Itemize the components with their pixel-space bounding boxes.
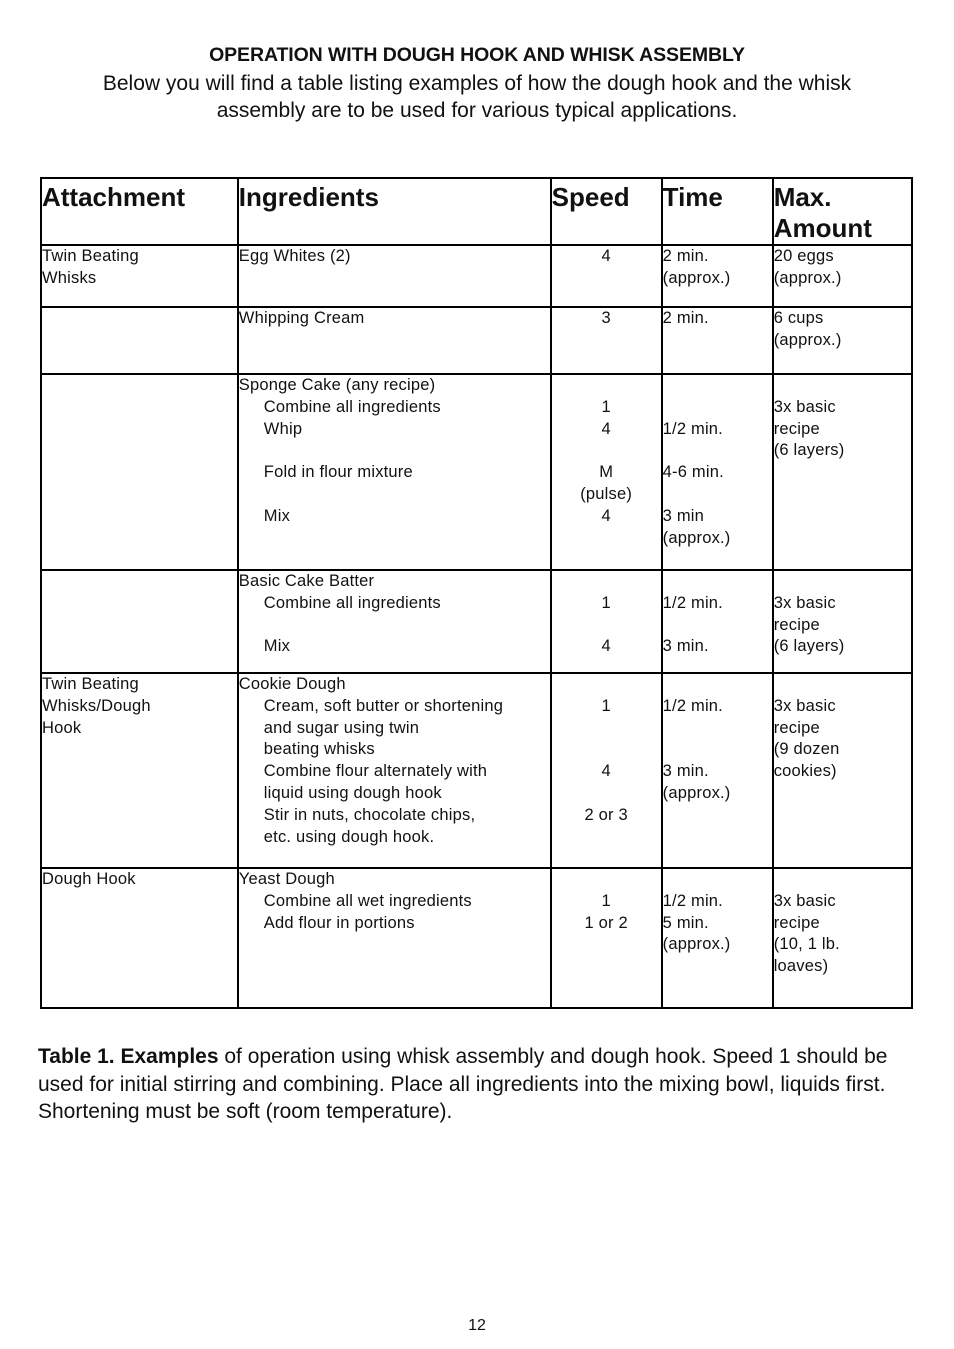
ingredients-line: Combine all wet ingredients — [263, 891, 472, 910]
cell-speed — [551, 307, 662, 374]
time-line — [663, 674, 772, 696]
time-line — [663, 739, 772, 761]
time-line: 2 min. — [662, 309, 709, 327]
cell-attachment — [41, 868, 238, 1008]
speed-line: 4 — [601, 637, 611, 656]
table-row — [41, 307, 912, 374]
amount-line: (approx.) — [773, 330, 842, 349]
attachment-line: Hook — [42, 718, 82, 737]
attachment-line: Twin Beating — [42, 675, 139, 693]
cell-amount — [773, 868, 912, 1008]
cell-time — [662, 868, 773, 1008]
ingredients-line: Combine flour alternately with — [263, 762, 488, 781]
time-line — [663, 440, 772, 462]
amount-line: 3x basic — [773, 397, 836, 416]
amount-line: recipe — [773, 913, 820, 932]
amount-line: 3x basic — [773, 891, 836, 910]
time-line — [663, 484, 772, 506]
cell-time — [662, 307, 773, 374]
header-max-amount-line1: Max. — [773, 182, 832, 212]
table-caption — [38, 1043, 918, 1126]
ingredients-line: Whip — [263, 419, 303, 438]
ingredients-line: Yeast Dough — [238, 870, 335, 888]
caption-bold: Table 1. Examples — [38, 1045, 219, 1068]
speed-line: 1 — [601, 891, 611, 910]
ingredients-line: Fold in flour mixture — [263, 463, 413, 482]
header-ingredients: Ingredients — [238, 178, 551, 245]
cell-speed — [551, 868, 662, 1008]
attachment-line: Twin Beating — [42, 247, 139, 265]
header-max-amount — [773, 178, 912, 245]
amount-line — [774, 869, 911, 891]
ingredients-line: liquid using dough hook — [263, 783, 442, 802]
ingredients-line: Sponge Cake (any recipe) — [238, 376, 436, 394]
intro-paragraph: Below you will find a table listing examples of how the dough hook and the whisk assembly are to be used for various typical applications. — [102, 72, 852, 122]
speed-line — [552, 375, 661, 397]
amount-line: loaves) — [773, 957, 829, 976]
header-time: Time — [662, 178, 773, 245]
ingredients-line — [239, 615, 550, 637]
time-line: (approx.) — [662, 268, 731, 287]
cell-ingredients — [238, 374, 551, 570]
speed-line: 4 — [601, 419, 611, 438]
time-line — [663, 375, 772, 397]
cell-time — [662, 673, 773, 868]
time-line: 3 min. — [662, 637, 709, 656]
ingredients-line: Combine all ingredients — [263, 397, 441, 416]
speed-line: 4 — [601, 762, 611, 781]
speed-line: M — [599, 463, 614, 482]
speed-line: 2 or 3 — [584, 805, 628, 824]
operations-table — [40, 177, 913, 1009]
time-line: 1/2 min. — [662, 593, 723, 612]
time-line: 1/2 min. — [662, 891, 723, 910]
cell-ingredients — [238, 868, 551, 1008]
cell-amount — [773, 374, 912, 570]
time-line: 2 min. — [662, 247, 709, 265]
amount-line: (10, 1 lb. — [773, 935, 840, 954]
ingredients-line: Mix — [263, 506, 291, 525]
amount-line: 3x basic — [773, 696, 836, 715]
amount-line: (6 layers) — [773, 637, 845, 656]
time-line: 3 min. — [662, 762, 709, 781]
table-row — [41, 570, 912, 673]
speed-line — [552, 869, 661, 891]
time-line: 1/2 min. — [662, 696, 723, 715]
speed-line: 4 — [601, 247, 611, 265]
page-number: 12 — [468, 1317, 486, 1334]
time-line — [663, 869, 772, 891]
time-line: (approx.) — [662, 935, 731, 954]
cell-time — [662, 570, 773, 673]
speed-line: 1 — [601, 696, 611, 715]
speed-line — [552, 674, 661, 696]
speed-line — [552, 783, 661, 805]
time-line: (approx.) — [662, 528, 731, 547]
time-line — [663, 615, 772, 637]
time-line: 3 min — [662, 506, 705, 525]
time-line: (approx.) — [662, 783, 731, 802]
attachment-line: Whisks/Dough — [42, 696, 151, 715]
cell-ingredients — [238, 673, 551, 868]
time-line: 1/2 min. — [662, 419, 723, 438]
amount-line: cookies) — [773, 762, 837, 781]
caption-text: of operation using whisk assembly and dough hook. Speed 1 should be used for initial stirring and combining. Place all ingredients into the mixing bowl, liquids first. Shortening must be soft (room temperature). — [38, 1045, 888, 1123]
ingredients-line: Egg Whites (2) — [238, 247, 351, 265]
ingredients-line: beating whisks — [263, 740, 375, 759]
amount-line — [774, 674, 911, 696]
table-row — [41, 245, 912, 307]
speed-line — [552, 571, 661, 593]
amount-line: (9 dozen — [773, 740, 840, 759]
amount-line: (approx.) — [773, 268, 842, 287]
speed-line — [552, 615, 661, 637]
time-line — [663, 397, 772, 419]
amount-line: 3x basic — [773, 593, 836, 612]
amount-line: recipe — [773, 615, 820, 634]
cell-attachment — [41, 374, 238, 570]
cell-ingredients — [238, 307, 551, 374]
speed-line: (pulse) — [580, 484, 633, 503]
speed-line — [552, 739, 661, 761]
table-header-row — [41, 178, 912, 245]
ingredients-line: Whipping Cream — [238, 309, 365, 327]
page-heading: OPERATION WITH DOUGH HOOK AND WHISK ASSEMBLY — [209, 44, 745, 66]
cell-amount — [773, 307, 912, 374]
cell-ingredients — [238, 245, 551, 307]
amount-line: 20 eggs — [773, 247, 834, 265]
time-line — [663, 718, 772, 740]
cell-attachment — [41, 570, 238, 673]
speed-line: 1 or 2 — [584, 913, 628, 932]
table-body — [41, 245, 912, 1008]
attachment-line: Dough Hook — [42, 870, 136, 888]
cell-time — [662, 245, 773, 307]
table-row — [41, 374, 912, 570]
ingredients-line — [239, 440, 550, 462]
speed-line: 1 — [601, 593, 611, 612]
ingredients-line: Add flour in portions — [263, 913, 415, 932]
cell-amount — [773, 245, 912, 307]
time-line — [663, 571, 772, 593]
ingredients-line: Combine all ingredients — [263, 593, 441, 612]
table-row — [41, 673, 912, 868]
ingredients-line: Stir in nuts, chocolate chips, — [263, 805, 476, 824]
amount-line: recipe — [773, 718, 820, 737]
ingredients-line — [239, 484, 550, 506]
ingredients-line: Mix — [263, 637, 291, 656]
time-line: 4-6 min. — [662, 463, 724, 482]
cell-amount — [773, 570, 912, 673]
ingredients-line: Cookie Dough — [238, 675, 346, 693]
ingredients-line: Cream, soft butter or shortening — [263, 696, 504, 715]
cell-attachment — [41, 673, 238, 868]
cell-amount — [773, 673, 912, 868]
speed-line: 3 — [601, 309, 611, 327]
ingredients-line: Basic Cake Batter — [238, 572, 375, 590]
ingredients-line: and sugar using twin — [263, 718, 420, 737]
header-speed: Speed — [551, 178, 662, 245]
speed-line: 4 — [601, 506, 611, 525]
amount-line: recipe — [773, 419, 820, 438]
cell-speed — [551, 374, 662, 570]
header-max-amount-line2: Amount — [773, 213, 872, 243]
time-line: 5 min. — [662, 913, 709, 932]
ingredients-line: etc. using dough hook. — [263, 827, 435, 846]
amount-line — [774, 375, 911, 397]
cell-attachment — [41, 307, 238, 374]
table-row — [41, 868, 912, 1008]
cell-time — [662, 374, 773, 570]
cell-speed — [551, 245, 662, 307]
amount-line — [774, 571, 911, 593]
speed-line — [552, 440, 661, 462]
cell-attachment — [41, 245, 238, 307]
cell-speed — [551, 570, 662, 673]
header-attachment: Attachment — [41, 178, 238, 245]
speed-line — [552, 718, 661, 740]
speed-line: 1 — [601, 397, 611, 416]
cell-ingredients — [238, 570, 551, 673]
amount-line: 6 cups — [773, 309, 824, 327]
attachment-line: Whisks — [42, 268, 97, 287]
cell-speed — [551, 673, 662, 868]
amount-line: (6 layers) — [773, 441, 845, 460]
